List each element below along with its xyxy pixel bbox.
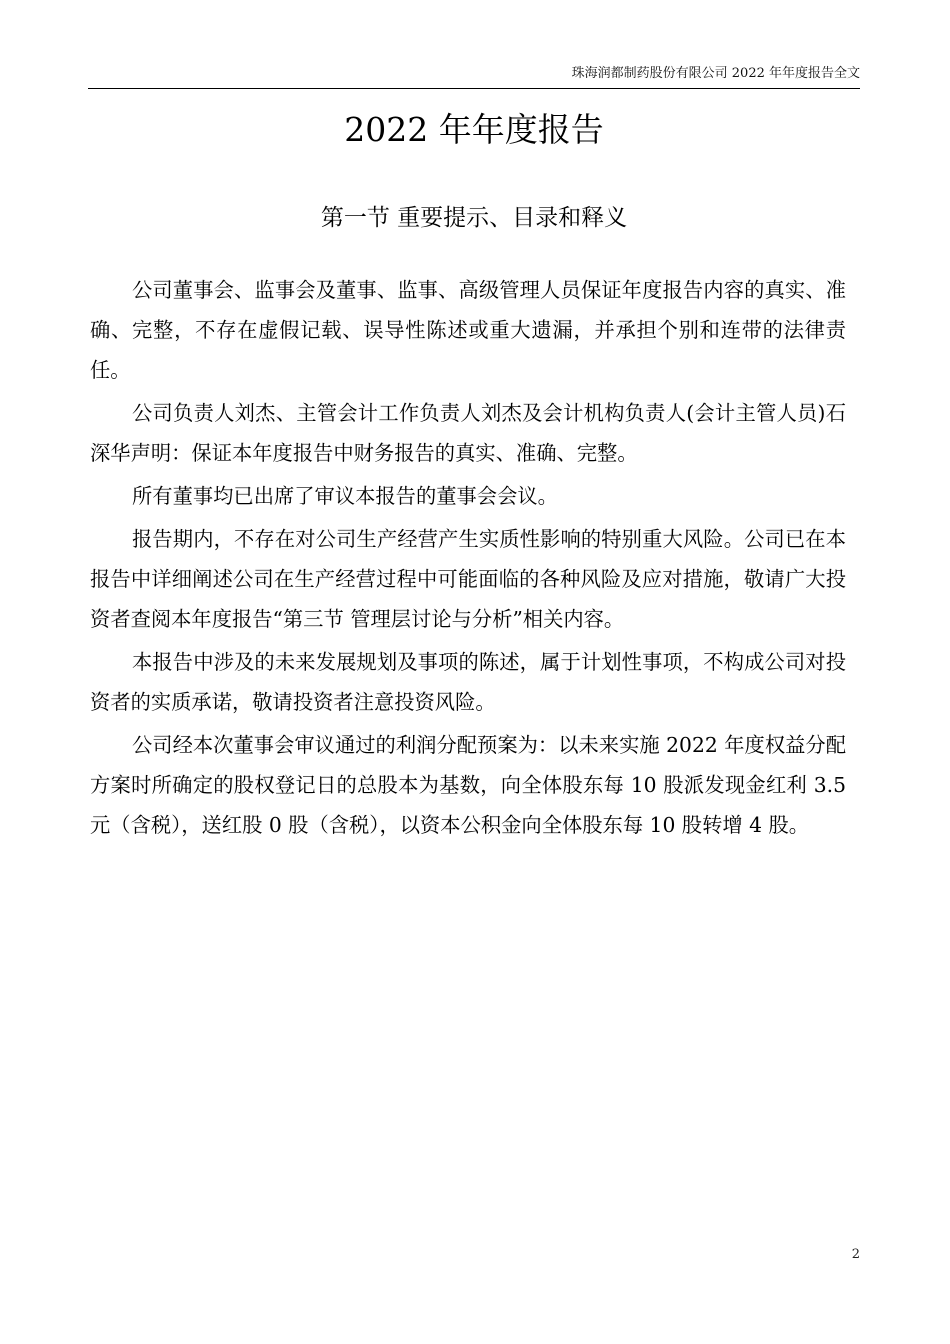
page-number: 2 [851, 1247, 860, 1262]
paragraph-responsible-persons: 公司负责人刘杰、主管会计工作负责人刘杰及会计机构负责人(会计主管人员)石深华声明：保证本年度报告中财务报告的真实、准确、完整。 [90, 401, 846, 465]
paragraph-directors-attendance: 所有董事均已出席了审议本报告的董事会会议。 [132, 484, 558, 508]
section-title: 第一节 重要提示、目录和释义 [320, 205, 628, 231]
paragraph-board-guarantee: 公司董事会、监事会及董事、监事、高级管理人员保证年度报告内容的真实、准确、完整，不存在虚假记载、误导性陈述或重大遗漏，并承担个别和连带的法律责任。 [90, 278, 846, 382]
paragraph-risk-statement: 报告期内，不存在对公司生产经营产生实质性影响的特别重大风险。公司已在本报告中详细阐述公司在生产经营过程中可能面临的各种风险及应对措施，敬请广大投资者查阅本年度报告“第三节 管理层讨论与分析”相关内容。 [90, 527, 846, 631]
paragraph-forward-looking: 本报告中涉及的未来发展规划及事项的陈述，属于计划性事项，不构成公司对投资者的实质承诺，敬请投资者注意投资风险。 [90, 650, 846, 714]
page-header [88, 66, 860, 89]
document-body [90, 270, 846, 848]
document-title: 2022 年年度报告 [344, 110, 604, 149]
header-text: 珠海润都制药股份有限公司 2022 年年度报告全文 [571, 66, 860, 81]
paragraph-profit-distribution: 公司经本次董事会审议通过的利润分配预案为：以未来实施 2022 年度权益分配方案时所确定的股权登记日的总股本为基数，向全体股东每 10 股派发现金红利 3.5 元（含税），送红股 0 股（含税），以资本公积金向全体股东每 10 股转增 4 股。 [90, 733, 846, 837]
